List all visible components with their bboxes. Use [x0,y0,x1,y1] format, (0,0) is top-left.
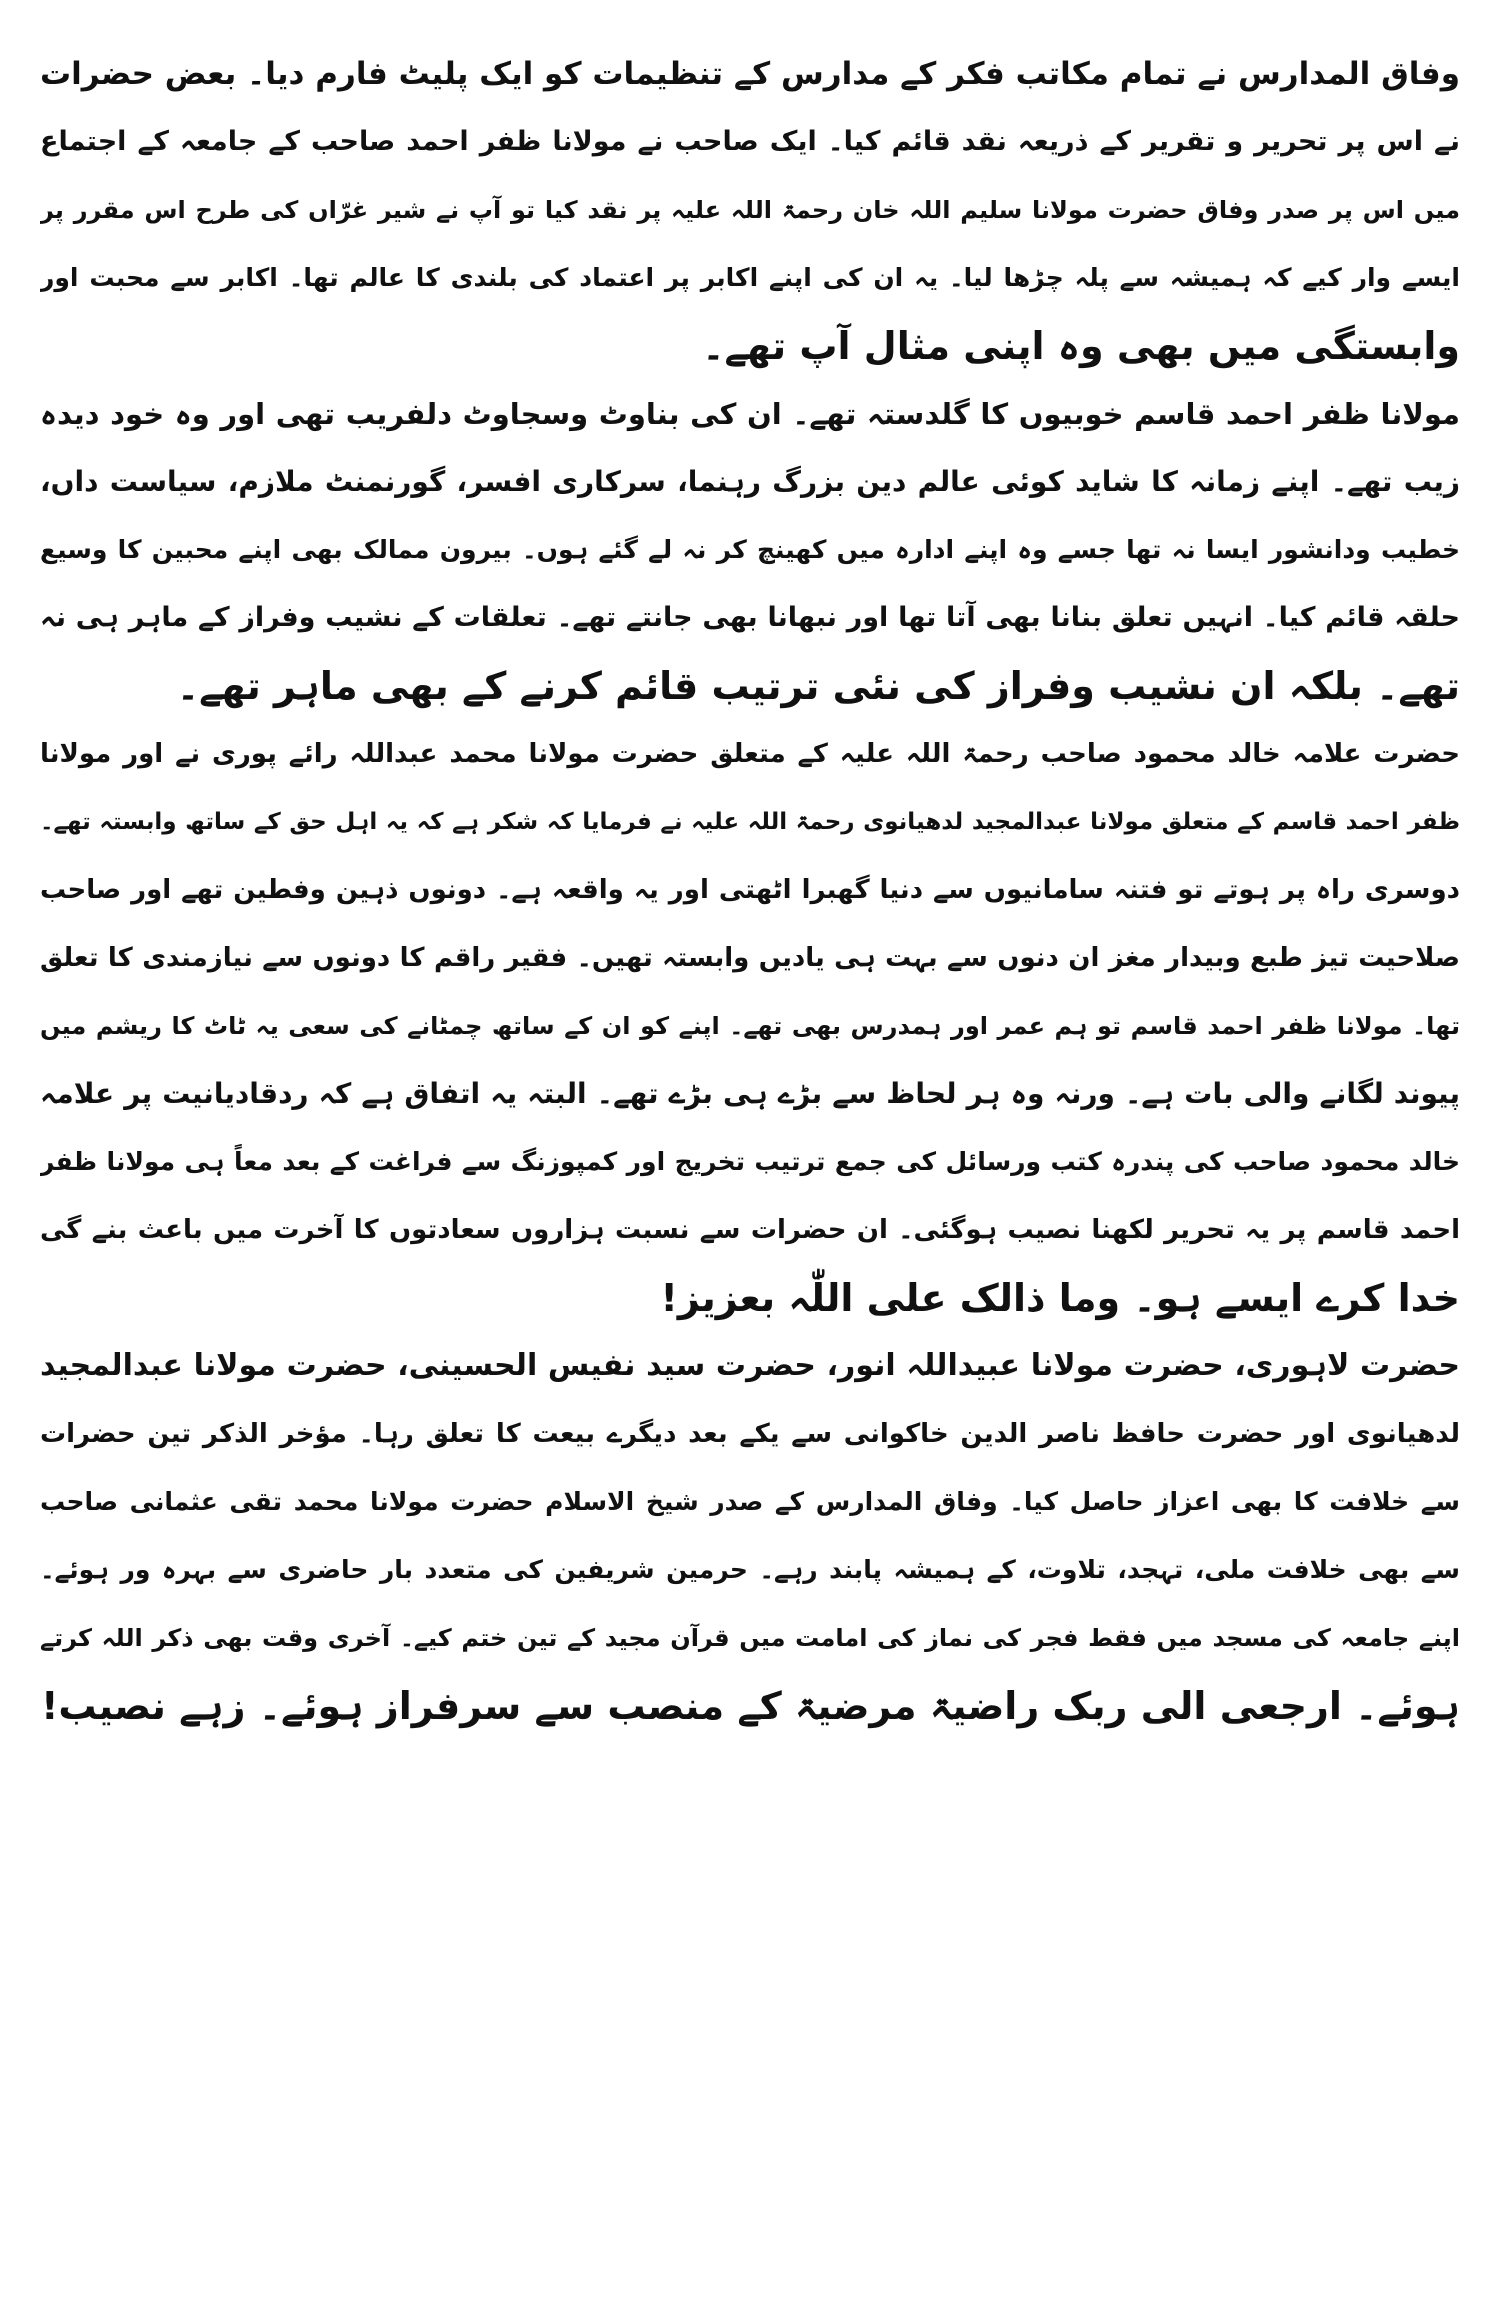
text-line: پیوند لگانے والی بات ہے۔ ورنہ وہ ہر لحاظ سے بڑے ہی بڑے تھے۔ البتہ یہ اتفاق ہے کہ ردقادیانیت پر علامہ [40,1077,1460,1110]
text-line: لدھیانوی اور حضرت حافظ ناصر الدین خاکوانی سے یکے بعد دیگرے بیعت کا تعلق رہا۔ مؤخر الذکر تین حضرات [40,1419,1460,1449]
text-line: خالد محمود صاحب کی پندرہ کتب ورسائل کی جمع ترتیب تخریج اور کمپوزنگ سے فراغت کے بعد معاً ہی مولانا ظفر [40,1147,1460,1176]
text-line: تھے۔ بلکہ ان نشیب وفراز کی نئی ترتیب قائم کرنے کے بھی ماہر تھے۔ [176,664,1460,708]
text-line: حضرت علامہ خالد محمود صاحب رحمۃ اللہ علیہ کے متعلق حضرت مولانا محمد عبداللہ رائے پوری نے اور مولانا [40,739,1460,769]
text-line: ایسے وار کیے کہ ہمیشہ سے پلہ چڑھا لیا۔ یہ ان کی اپنے اکابر پر اعتماد کی بلندی کا عالم تھا۔ اکابر سے محبت اور [40,263,1460,292]
paragraph-bayat-khilafat [40,1332,1460,1740]
text-line: وابستگی میں بھی وہ اپنی مثال آپ تھے۔ [702,324,1460,368]
text-line: میں اس پر صدر وفاق حضرت مولانا سلیم اللہ خان رحمۃ اللہ علیہ پر نقد کیا تو آپ نے شیر غرّاں کی طرح اس مقرر پر [40,196,1460,224]
text-line: تھا۔ مولانا ظفر احمد قاسم تو ہم عمر اور ہمدرس بھی تھے۔ اپنے کو ان کے ساتھ چمٹانے کی سعی یہ ٹاٹ کا ریشم میں [40,1012,1460,1040]
text-line: صلاحیت تیز طبع وبیدار مغز ان دنوں سے بہت ہی یادیں وابستہ تھیں۔ فقیر راقم کا دونوں سے نیازمندی کا تعلق [40,943,1460,973]
text-line: زیب تھے۔ اپنے زمانہ کا شاید کوئی عالم دین بزرگ رہنما، سرکاری افسر، گورنمنٹ ملازم، سیاست داں، [40,465,1460,498]
text-line: نے اس پر تحریر و تقریر کے ذریعہ نقد قائم کیا۔ ایک صاحب نے مولانا ظفر احمد صاحب کے جامعہ کے اجتماع [40,126,1460,157]
text-line: ظفر احمد قاسم کے متعلق مولانا عبدالمجید لدھیانوی رحمۃ اللہ علیہ نے فرمایا کہ شکر ہے کہ یہ اہل حق کے ساتھ وابستہ تھے۔ [40,809,1460,835]
text-line: خدا کرے ایسے ہو۔ وما ذالک علی اللّٰہ بعزیز! [660,1276,1460,1320]
text-line: سے خلافت کا بھی اعزاز حاصل کیا۔ وفاق المدارس کے صدر شیخ الاسلام حضرت مولانا محمد تقی عثمانی صاحب [40,1487,1460,1516]
text-line: وفاق المدارس نے تمام مکاتب فکر کے مدارس کے تنظیمات کو ایک پلیٹ فارم دیا۔ بعض حضرات [40,56,1460,92]
text-line: احمد قاسم پر یہ تحریر لکھنا نصیب ہوگئی۔ ان حضرات سے نسبت ہزاروں سعادتوں کا آخرت میں باعث بنے گی [40,1215,1460,1245]
text-line: خطیب ودانشور ایسا نہ تھا جسے وہ اپنے ادارہ میں کھینچ کر نہ لے گئے ہوں۔ بیرون ممالک بھی اپنے محبین کا وسیع [40,535,1460,564]
text-line: حلقہ قائم کیا۔ انہیں تعلق بنانا بھی آتا تھا اور نبھانا بھی جانتے تھے۔ تعلقات کے نشیب وفراز کے ماہر ہی نہ [40,602,1460,633]
text-line: حضرت لاہوری، حضرت مولانا عبیداللہ انور، حضرت سید نفیس الحسینی، حضرت مولانا عبدالمجید [40,1348,1460,1383]
text-line: دوسری راہ پر ہوتے تو فتنہ سامانیوں سے دنیا گھبرا اٹھتی اور یہ واقعہ ہے۔ دونوں ذہین وفطین تھے اور صاحب [40,875,1460,905]
text-line: سے بھی خلافت ملی، تہجد، تلاوت، کے ہمیشہ پابند رہے۔ حرمین شریفین کی متعدد بار حاضری سے بہرہ ور ہوئے۔ [40,1555,1460,1584]
paragraph-qualities [40,380,1460,720]
paragraph-allama-khalid-mahmood [40,720,1460,1332]
text-line: مولانا ظفر احمد قاسم خوبیوں کا گلدستہ تھے۔ ان کی بناوٹ وسجاوٹ دلفریب تھی اور وہ خود دیدہ [40,397,1460,431]
text-line: ہوئے۔ ارجعی الی ربک راضیۃ مرضیۃ کے منصب سے سرفراز ہوئے۔ زہے نصیب! [41,1684,1460,1728]
text-line: اپنے جامعہ کی مسجد میں فقط فجر کی نماز کی امامت میں قرآن مجید کے تین ختم کیے۔ آخری وقت بھی ذکر اللہ کرتے [40,1624,1460,1652]
paragraph-wifaq-al-madaris [40,40,1460,380]
